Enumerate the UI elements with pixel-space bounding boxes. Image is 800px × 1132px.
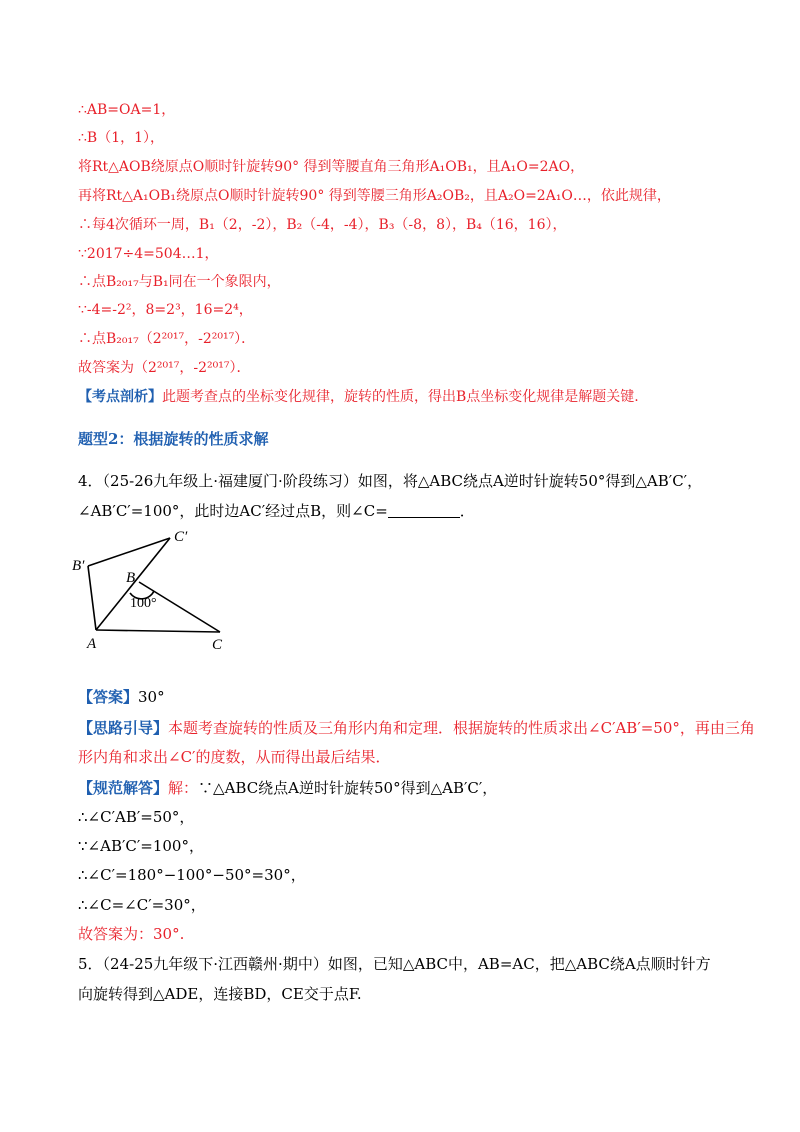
- analysis-text: 此题考查点的坐标变化规律，旋转的性质，得出B点坐标变化规律是解题关键.: [162, 389, 639, 405]
- label-c-prime: C′: [174, 529, 188, 545]
- question-4-stem: ∠AB′C′=100°，此时边AC′经过点B，则∠C=: [78, 502, 388, 520]
- solve-tag: 【规范解答】: [78, 779, 169, 797]
- hint-text-1: 本题考查旋转的性质及三角形内角和定理．根据旋转的性质求出∠C′AB′=50°，再由三角: [168, 719, 755, 737]
- solution-line: ∴点B₂₀₁₇（2²⁰¹⁷，-2²⁰¹⁷）．: [78, 331, 256, 347]
- solution-line: ∵-4=-2²，8=2³，16=2⁴，: [78, 302, 253, 318]
- solution-line: ∴点B₂₀₁₇与B₁同在一个象限内，: [78, 274, 281, 290]
- analysis-line: [78, 388, 639, 406]
- solve-line-1: [78, 779, 497, 797]
- section-title: 题型2：根据旋转的性质求解: [78, 430, 269, 448]
- question-5-line-1: 5．（24-25九年级下·江西赣州·期中）如图，已知△ABC中，AB=AC，把△ABC绕A点顺时针方: [78, 955, 711, 973]
- solve-step-1: ∴∠C′AB′=50°，: [78, 808, 195, 826]
- answer-line: [78, 688, 165, 706]
- answer-tag: 【答案】: [78, 688, 139, 706]
- hint-tag: 【思路引导】: [78, 719, 169, 737]
- label-c: C: [212, 637, 223, 653]
- solution-line: ∴AB=OA=1，: [78, 102, 176, 118]
- analysis-tag: 【考点剖析】: [78, 389, 162, 405]
- question-4-end: ．: [459, 502, 475, 520]
- triangle-rotation-figure: [70, 528, 240, 656]
- hint-line-2: 形内角和求出∠C′的度数，从而得出最后结果．: [78, 748, 391, 766]
- solution-line: 将Rt△AOB绕原点O顺时针旋转90° 得到等腰直角三角形A₁OB₁，且A₁O=2AO，: [78, 159, 585, 175]
- solution-line: 故答案为（2²⁰¹⁷，-2²⁰¹⁷）．: [78, 360, 251, 376]
- solve-step-4: ∴∠C=∠C′=30°，: [78, 896, 206, 914]
- solve-text-1: ∵△ABC绕点A逆时针旋转50°得到△AB′C′，: [198, 779, 498, 797]
- solve-prefix: 解：: [168, 779, 199, 797]
- final-answer: 故答案为：30°.: [78, 925, 185, 943]
- answer-blank: [388, 503, 460, 518]
- question-4-line-2: [78, 502, 475, 520]
- solution-line: 再将Rt△A₁OB₁绕原点O顺时针旋转90° 得到等腰三角形A₂OB₂，且A₂O=2A₁O…，依此规律，: [78, 188, 671, 204]
- question-4-line-1: 4．（25-26九年级上·福建厦门·阶段练习）如图，将△ABC绕点A逆时针旋转50°得到△AB′C′，: [78, 472, 703, 490]
- solution-line: ∵2017÷4=504…1，: [78, 246, 219, 262]
- label-a: A: [87, 636, 97, 652]
- segment-a-bprime: [88, 566, 96, 630]
- solve-step-3: ∴∠C′=180°−100°−50°=30°，: [78, 866, 306, 884]
- segment-bprime-cprime: [88, 538, 170, 566]
- solve-step-2: ∵∠AB′C′=100°，: [78, 837, 204, 855]
- answer-value: 30°: [138, 688, 165, 706]
- segment-a-c: [96, 630, 220, 632]
- hint-line-1: [78, 719, 755, 737]
- label-b: B: [126, 570, 136, 586]
- label-b-prime: B′: [72, 558, 85, 574]
- question-5-line-2: 向旋转得到△ADE，连接BD，CE交于点F.: [78, 985, 362, 1003]
- solution-line: ∴B（1，1），: [78, 130, 165, 146]
- solution-line: ∴每4次循环一周，B₁（2，-2），B₂（-4，-4），B₃（-8，8），B₄（16，16），: [78, 217, 567, 233]
- label-angle-100: 100°: [130, 596, 157, 611]
